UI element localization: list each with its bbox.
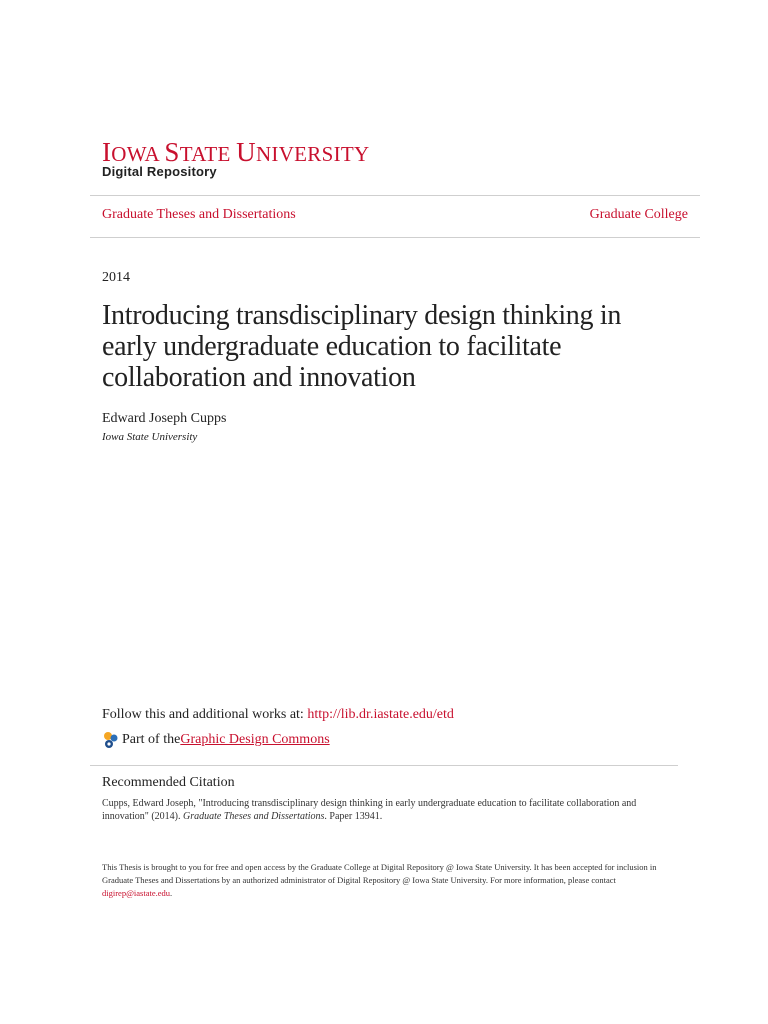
nav-divider (90, 237, 700, 238)
logo-text-tate: TATE (179, 142, 237, 166)
author-name: Edward Joseph Cupps (102, 411, 227, 426)
logo-letter-i: I (102, 137, 112, 167)
part-of-prefix: Part of the (122, 732, 181, 747)
commons-network-icon (102, 731, 120, 749)
publication-year: 2014 (102, 270, 130, 285)
citation-paper: . Paper 13941. (324, 811, 383, 822)
follow-prefix: Follow this and additional works at: (102, 707, 308, 722)
citation-divider (90, 765, 678, 766)
logo-text-niversity: NIVERSITY (255, 142, 370, 166)
author-affiliation: Iowa State University (102, 431, 198, 443)
follow-line (102, 707, 454, 723)
graphic-design-commons-link[interactable]: Graphic Design Commons (180, 732, 330, 747)
recommended-citation-heading: Recommended Citation (102, 775, 235, 790)
access-notice (102, 861, 672, 900)
logo-subtitle: Digital Repository (102, 164, 217, 179)
citation-text (102, 797, 682, 823)
logo-letter-u: U (236, 137, 256, 167)
part-of-line (102, 731, 330, 749)
document-title: Introducing transdisciplinary design thinking in early undergraduate education to facilitate collaboration and innovation (102, 300, 622, 393)
access-notice-text: This Thesis is brought to you for free and open access by the Graduate College at Digital Repository @ Iowa State University. It has been accepted for inclusion in Graduate Theses and Dissertations by an authorized administrator of Digital Repository @ Iowa State University. For more information, please contact (102, 862, 657, 885)
graduate-college-link[interactable]: Graduate College (589, 207, 688, 222)
etd-url-link[interactable]: http://lib.dr.iastate.edu/etd (307, 707, 454, 722)
header-divider (90, 195, 700, 196)
citation-body: Cupps, Edward Joseph, "Introducing transdisciplinary design thinking in early undergraduate education to facilitate collaboration and innovation" (2014). (102, 798, 637, 822)
access-notice-end: . (170, 888, 173, 898)
contact-email-link[interactable]: digirep@iastate.edu (102, 888, 171, 898)
theses-dissertations-link[interactable]: Graduate Theses and Dissertations (102, 207, 296, 222)
logo-text-owa: OWA (111, 142, 165, 166)
citation-series: Graduate Theses and Dissertations (183, 811, 325, 822)
logo-letter-s: S (164, 137, 180, 167)
